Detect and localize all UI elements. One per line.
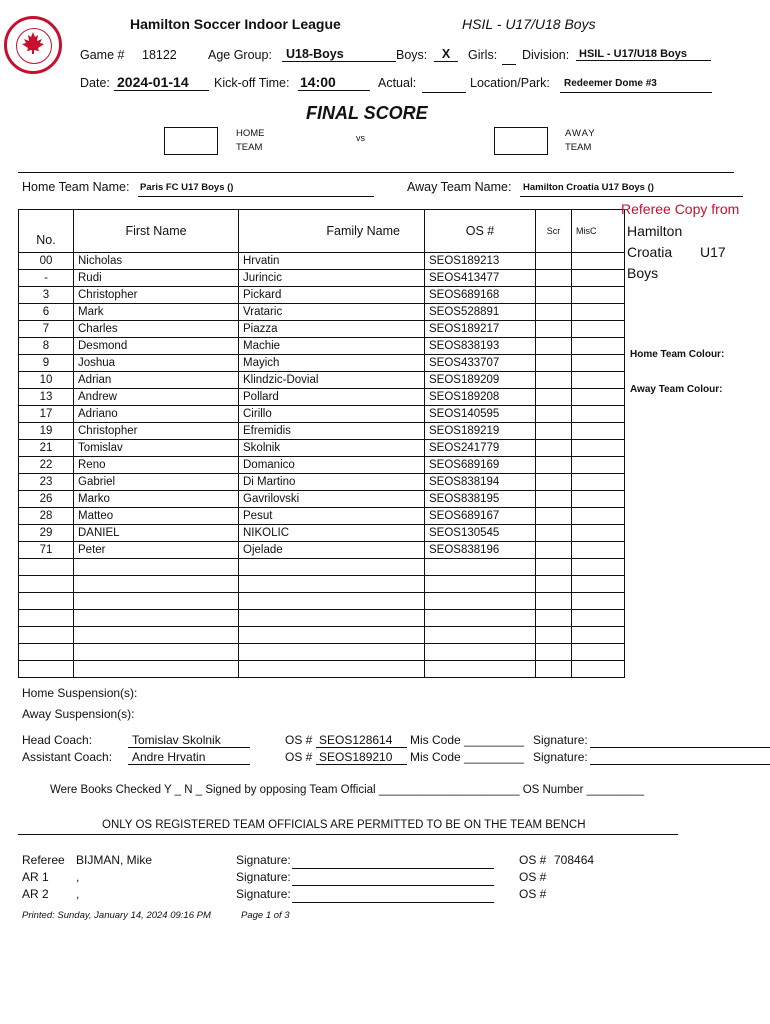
- division-label: Division:: [522, 48, 570, 62]
- cell-os: SEOS189213: [425, 253, 536, 270]
- assistant-coach-label: Assistant Coach:: [22, 750, 113, 764]
- cell-family: [239, 610, 425, 627]
- home-team-label-1: HOME: [236, 128, 265, 139]
- home-team-label-2: TEAM: [236, 142, 263, 153]
- home-suspensions-label: Home Suspension(s):: [22, 686, 138, 700]
- ar1-name: ,: [76, 870, 80, 884]
- ar1-os-label: OS #: [519, 870, 547, 884]
- col-header-family-name: Family Name: [239, 210, 425, 253]
- cell-misc[interactable]: [572, 338, 625, 355]
- cell-os: SEOS689168: [425, 287, 536, 304]
- table-row: [19, 491, 625, 508]
- cell-first: Nicholas: [74, 253, 239, 270]
- referee-name: BIJMAN, Mike: [76, 853, 153, 867]
- date-value: 2024-01-14: [114, 74, 209, 91]
- cell-os: [425, 610, 536, 627]
- table-row: [19, 440, 625, 457]
- assistant-coach-os-label: OS #: [285, 750, 313, 764]
- cell-scr[interactable]: [536, 610, 572, 627]
- cell-family: [239, 644, 425, 661]
- cell-os: SEOS189217: [425, 321, 536, 338]
- cell-misc[interactable]: [572, 457, 625, 474]
- cell-scr[interactable]: [536, 270, 572, 287]
- head-coach-name: Tomislav Skolnik: [128, 733, 250, 748]
- table-row: [19, 372, 625, 389]
- cell-os: SEOS433707: [425, 355, 536, 372]
- cell-no: 28: [19, 508, 74, 525]
- cell-family: Mayich: [239, 355, 425, 372]
- cell-os: [425, 559, 536, 576]
- cell-scr[interactable]: [536, 576, 572, 593]
- cell-misc[interactable]: [572, 644, 625, 661]
- table-row: [19, 576, 625, 593]
- cell-os: SEOS189208: [425, 389, 536, 406]
- referee-signature-label: Signature:: [236, 853, 291, 867]
- cell-no: 8: [19, 338, 74, 355]
- cell-family: Jurincic: [239, 270, 425, 287]
- cell-misc[interactable]: [572, 491, 625, 508]
- cell-no: 21: [19, 440, 74, 457]
- cell-scr[interactable]: [536, 440, 572, 457]
- ar2-signature-line[interactable]: [292, 902, 494, 903]
- cell-scr[interactable]: [536, 661, 572, 678]
- cell-misc[interactable]: [572, 287, 625, 304]
- league-title: Hamilton Soccer Indoor League: [130, 16, 341, 32]
- location-label: Location/Park:: [470, 76, 550, 90]
- table-row: [19, 304, 625, 321]
- cell-misc[interactable]: [572, 610, 625, 627]
- cell-first: Adriano: [74, 406, 239, 423]
- referee-os-label: OS #: [519, 853, 547, 867]
- cell-family: NIKOLIC: [239, 525, 425, 542]
- cell-first: Andrew: [74, 389, 239, 406]
- cell-family: [239, 576, 425, 593]
- referee-os-value: 708464: [554, 853, 595, 867]
- table-row: [19, 253, 625, 270]
- cell-no: 17: [19, 406, 74, 423]
- cell-no: 26: [19, 491, 74, 508]
- cell-first: Adrian: [74, 372, 239, 389]
- cell-family: Pollard: [239, 389, 425, 406]
- head-coach-os-label: OS #: [285, 733, 313, 747]
- cell-scr[interactable]: [536, 525, 572, 542]
- cell-os: SEOS130545: [425, 525, 536, 542]
- away-score-box[interactable]: [494, 127, 548, 155]
- cell-misc[interactable]: [572, 423, 625, 440]
- table-row: [19, 593, 625, 610]
- cell-family: [239, 627, 425, 644]
- cell-misc[interactable]: [572, 559, 625, 576]
- cell-misc[interactable]: [572, 389, 625, 406]
- table-row: [19, 321, 625, 338]
- away-team-label-1: AWAY: [565, 128, 596, 139]
- cell-first: Tomislav: [74, 440, 239, 457]
- copy-team-line-2: Croatia: [627, 244, 673, 260]
- table-row: [19, 270, 625, 287]
- col-header-os: OS #: [425, 210, 536, 253]
- table-row: [19, 389, 625, 406]
- cell-no: 00: [19, 253, 74, 270]
- cell-first: [74, 593, 239, 610]
- cell-scr[interactable]: [536, 321, 572, 338]
- cell-no: -: [19, 270, 74, 287]
- cell-misc[interactable]: [572, 372, 625, 389]
- cell-family: Skolnik: [239, 440, 425, 457]
- col-header-misc: MisC: [572, 210, 625, 253]
- ar1-label: AR 1: [22, 870, 49, 884]
- cell-os: SEOS689169: [425, 457, 536, 474]
- cell-misc[interactable]: [572, 304, 625, 321]
- ar2-label: AR 2: [22, 887, 49, 901]
- cell-misc[interactable]: [572, 321, 625, 338]
- cell-os: [425, 627, 536, 644]
- game-label: Game #: [80, 48, 125, 62]
- away-team-name-label: Away Team Name:: [407, 180, 512, 194]
- table-row: [19, 423, 625, 440]
- cell-scr[interactable]: [536, 644, 572, 661]
- kickoff-value: 14:00: [298, 74, 370, 91]
- cell-misc[interactable]: [572, 593, 625, 610]
- cell-first: Charles: [74, 321, 239, 338]
- table-row: [19, 661, 625, 678]
- cell-os: SEOS189219: [425, 423, 536, 440]
- cell-scr[interactable]: [536, 508, 572, 525]
- ar2-signature-label: Signature:: [236, 887, 291, 901]
- head-coach-mis-code: Mis Code _________: [410, 733, 525, 747]
- cell-family: Piazza: [239, 321, 425, 338]
- association-logo: [4, 16, 62, 74]
- cell-os: [425, 593, 536, 610]
- boys-label: Boys:: [396, 48, 428, 62]
- cell-os: SEOS413477: [425, 270, 536, 287]
- referee-copy-label: Referee Copy from: [621, 201, 740, 217]
- cell-scr[interactable]: [536, 559, 572, 576]
- section-divider: [18, 172, 734, 173]
- table-row: [19, 542, 625, 559]
- cell-first: Gabriel: [74, 474, 239, 491]
- cell-os: SEOS689167: [425, 508, 536, 525]
- referee-label: Referee: [22, 853, 65, 867]
- cell-first: Mark: [74, 304, 239, 321]
- age-group-label: Age Group:: [208, 48, 272, 62]
- cell-family: Domanico: [239, 457, 425, 474]
- home-team-name-label: Home Team Name:: [22, 180, 130, 194]
- cell-family: Pesut: [239, 508, 425, 525]
- cell-first: [74, 661, 239, 678]
- cell-family: Cirillo: [239, 406, 425, 423]
- cell-os: SEOS528891: [425, 304, 536, 321]
- head-coach-label: Head Coach:: [22, 733, 93, 747]
- cell-no: [19, 610, 74, 627]
- table-row: [19, 627, 625, 644]
- assistant-coach-mis-code: Mis Code _________: [410, 750, 525, 764]
- table-row: [19, 559, 625, 576]
- cell-family: Vrataric: [239, 304, 425, 321]
- cell-misc[interactable]: [572, 542, 625, 559]
- cell-no: 7: [19, 321, 74, 338]
- cell-no: 71: [19, 542, 74, 559]
- assistant-coach-signature-line[interactable]: [590, 764, 770, 765]
- cell-no: [19, 593, 74, 610]
- away-team-label-2: TEAM: [565, 142, 592, 153]
- cell-first: [74, 644, 239, 661]
- cell-os: SEOS838193: [425, 338, 536, 355]
- page-number: Page 1 of 3: [241, 910, 290, 921]
- cell-family: Ojelade: [239, 542, 425, 559]
- cell-scr[interactable]: [536, 593, 572, 610]
- cell-scr[interactable]: [536, 542, 572, 559]
- final-score-title: FINAL SCORE: [306, 103, 428, 123]
- col-header-scr: Scr: [536, 210, 572, 253]
- cell-no: 3: [19, 287, 74, 304]
- cell-misc[interactable]: [572, 661, 625, 678]
- cell-os: [425, 661, 536, 678]
- table-row: [19, 644, 625, 661]
- cell-family: Pickard: [239, 287, 425, 304]
- assistant-coach-signature-label: Signature:: [533, 750, 588, 764]
- cell-no: 19: [19, 423, 74, 440]
- cell-first: Peter: [74, 542, 239, 559]
- cell-first: Christopher: [74, 423, 239, 440]
- date-label: Date:: [80, 76, 110, 90]
- age-group-value: U18-Boys: [282, 47, 396, 62]
- ar1-signature-line[interactable]: [292, 885, 494, 886]
- cell-os: SEOS838195: [425, 491, 536, 508]
- cell-no: 29: [19, 525, 74, 542]
- cell-no: [19, 559, 74, 576]
- cell-first: Christopher: [74, 287, 239, 304]
- cell-scr[interactable]: [536, 474, 572, 491]
- cell-os: SEOS838196: [425, 542, 536, 559]
- table-row: [19, 287, 625, 304]
- table-row: [19, 525, 625, 542]
- table-row: [19, 338, 625, 355]
- vs-label: vs: [356, 133, 365, 143]
- books-checked-text: Were Books Checked Y _ N _ Signed by opposing Team Official ______________________ OS Number _________: [50, 784, 645, 796]
- cell-misc[interactable]: [572, 270, 625, 287]
- cell-scr[interactable]: [536, 406, 572, 423]
- ar2-os-label: OS #: [519, 887, 547, 901]
- maple-leaf-icon: [21, 31, 45, 55]
- cell-os: SEOS140595: [425, 406, 536, 423]
- cell-os: SEOS241779: [425, 440, 536, 457]
- away-team-name-value: Hamilton Croatia U17 Boys (): [520, 180, 743, 197]
- assistant-coach-os: SEOS189210: [316, 750, 407, 765]
- cell-no: 9: [19, 355, 74, 372]
- cell-scr[interactable]: [536, 389, 572, 406]
- cell-first: [74, 627, 239, 644]
- girls-label: Girls:: [468, 48, 498, 62]
- roster-body: [19, 253, 625, 678]
- actual-value-line: [422, 92, 466, 93]
- cell-scr[interactable]: [536, 338, 572, 355]
- girls-value-line: [502, 64, 516, 65]
- cell-family: Hrvatin: [239, 253, 425, 270]
- kickoff-label: Kick-off Time:: [214, 76, 290, 90]
- cell-os: SEOS838194: [425, 474, 536, 491]
- game-number: 18122: [142, 48, 177, 62]
- cell-no: [19, 661, 74, 678]
- bench-notice: ONLY OS REGISTERED TEAM OFFICIALS ARE PERMITTED TO BE ON THE TEAM BENCH: [102, 819, 586, 831]
- cell-family: Gavrilovski: [239, 491, 425, 508]
- cell-family: Di Martino: [239, 474, 425, 491]
- table-row: [19, 474, 625, 491]
- away-suspensions-label: Away Suspension(s):: [22, 707, 135, 721]
- division-value: HSIL - U17/U18 Boys: [576, 48, 711, 61]
- cell-scr[interactable]: [536, 491, 572, 508]
- cell-misc[interactable]: [572, 355, 625, 372]
- table-row: [19, 508, 625, 525]
- cell-misc[interactable]: [572, 440, 625, 457]
- cell-misc[interactable]: [572, 508, 625, 525]
- cell-first: Matteo: [74, 508, 239, 525]
- cell-family: Efremidis: [239, 423, 425, 440]
- head-coach-signature-line[interactable]: [590, 747, 770, 748]
- cell-no: 10: [19, 372, 74, 389]
- table-row: [19, 406, 625, 423]
- head-coach-signature-label: Signature:: [533, 733, 588, 747]
- table-row: [19, 355, 625, 372]
- home-score-box[interactable]: [164, 127, 218, 155]
- cell-scr[interactable]: [536, 304, 572, 321]
- cell-os: [425, 576, 536, 593]
- bench-notice-underline: [18, 834, 678, 835]
- cell-first: Reno: [74, 457, 239, 474]
- cell-no: [19, 576, 74, 593]
- assistant-coach-name: Andre Hrvatin: [128, 750, 250, 765]
- copy-team-line-3: U17: [700, 244, 726, 260]
- cell-os: SEOS189209: [425, 372, 536, 389]
- copy-team-line-4: Boys: [627, 265, 659, 281]
- col-header-first-name: First Name: [74, 210, 239, 253]
- head-coach-os: SEOS128614: [316, 733, 407, 748]
- cell-misc[interactable]: [572, 576, 625, 593]
- actual-label: Actual:: [378, 76, 417, 90]
- cell-scr[interactable]: [536, 372, 572, 389]
- roster-table: [18, 209, 625, 678]
- cell-no: 22: [19, 457, 74, 474]
- division-heading: HSIL - U17/U18 Boys: [462, 16, 596, 32]
- referee-signature-line[interactable]: [292, 868, 494, 869]
- cell-first: Desmond: [74, 338, 239, 355]
- roster-header-row: [19, 210, 625, 253]
- cell-scr[interactable]: [536, 423, 572, 440]
- cell-first: [74, 576, 239, 593]
- home-colour-label: Home Team Colour:: [630, 349, 725, 360]
- cell-first: Rudi: [74, 270, 239, 287]
- cell-family: Machie: [239, 338, 425, 355]
- printed-timestamp: Printed: Sunday, January 14, 2024 09:16 PM: [22, 910, 211, 921]
- cell-scr[interactable]: [536, 287, 572, 304]
- cell-first: Marko: [74, 491, 239, 508]
- cell-os: [425, 644, 536, 661]
- copy-team-line-1: Hamilton: [627, 223, 683, 239]
- ar2-name: ,: [76, 887, 80, 901]
- table-row: [19, 610, 625, 627]
- location-value: Redeemer Dome #3: [560, 76, 712, 93]
- cell-no: 6: [19, 304, 74, 321]
- cell-scr[interactable]: [536, 457, 572, 474]
- boys-value: X: [434, 47, 458, 62]
- away-colour-label: Away Team Colour:: [630, 384, 723, 395]
- cell-misc[interactable]: [572, 627, 625, 644]
- cell-family: [239, 593, 425, 610]
- home-team-name-value: Paris FC U17 Boys (): [138, 180, 374, 197]
- table-row: [19, 457, 625, 474]
- col-header-no: No.: [19, 210, 74, 253]
- cell-scr[interactable]: [536, 627, 572, 644]
- cell-misc[interactable]: [572, 253, 625, 270]
- cell-no: 23: [19, 474, 74, 491]
- cell-first: [74, 610, 239, 627]
- cell-first: Joshua: [74, 355, 239, 372]
- ar1-signature-label: Signature:: [236, 870, 291, 884]
- cell-family: [239, 559, 425, 576]
- cell-first: [74, 559, 239, 576]
- cell-no: 13: [19, 389, 74, 406]
- cell-scr[interactable]: [536, 253, 572, 270]
- cell-no: [19, 644, 74, 661]
- cell-misc[interactable]: [572, 474, 625, 491]
- cell-family: [239, 661, 425, 678]
- cell-scr[interactable]: [536, 355, 572, 372]
- cell-first: DANIEL: [74, 525, 239, 542]
- cell-misc[interactable]: [572, 406, 625, 423]
- cell-no: [19, 627, 74, 644]
- cell-misc[interactable]: [572, 525, 625, 542]
- cell-family: Klindzic-Dovial: [239, 372, 425, 389]
